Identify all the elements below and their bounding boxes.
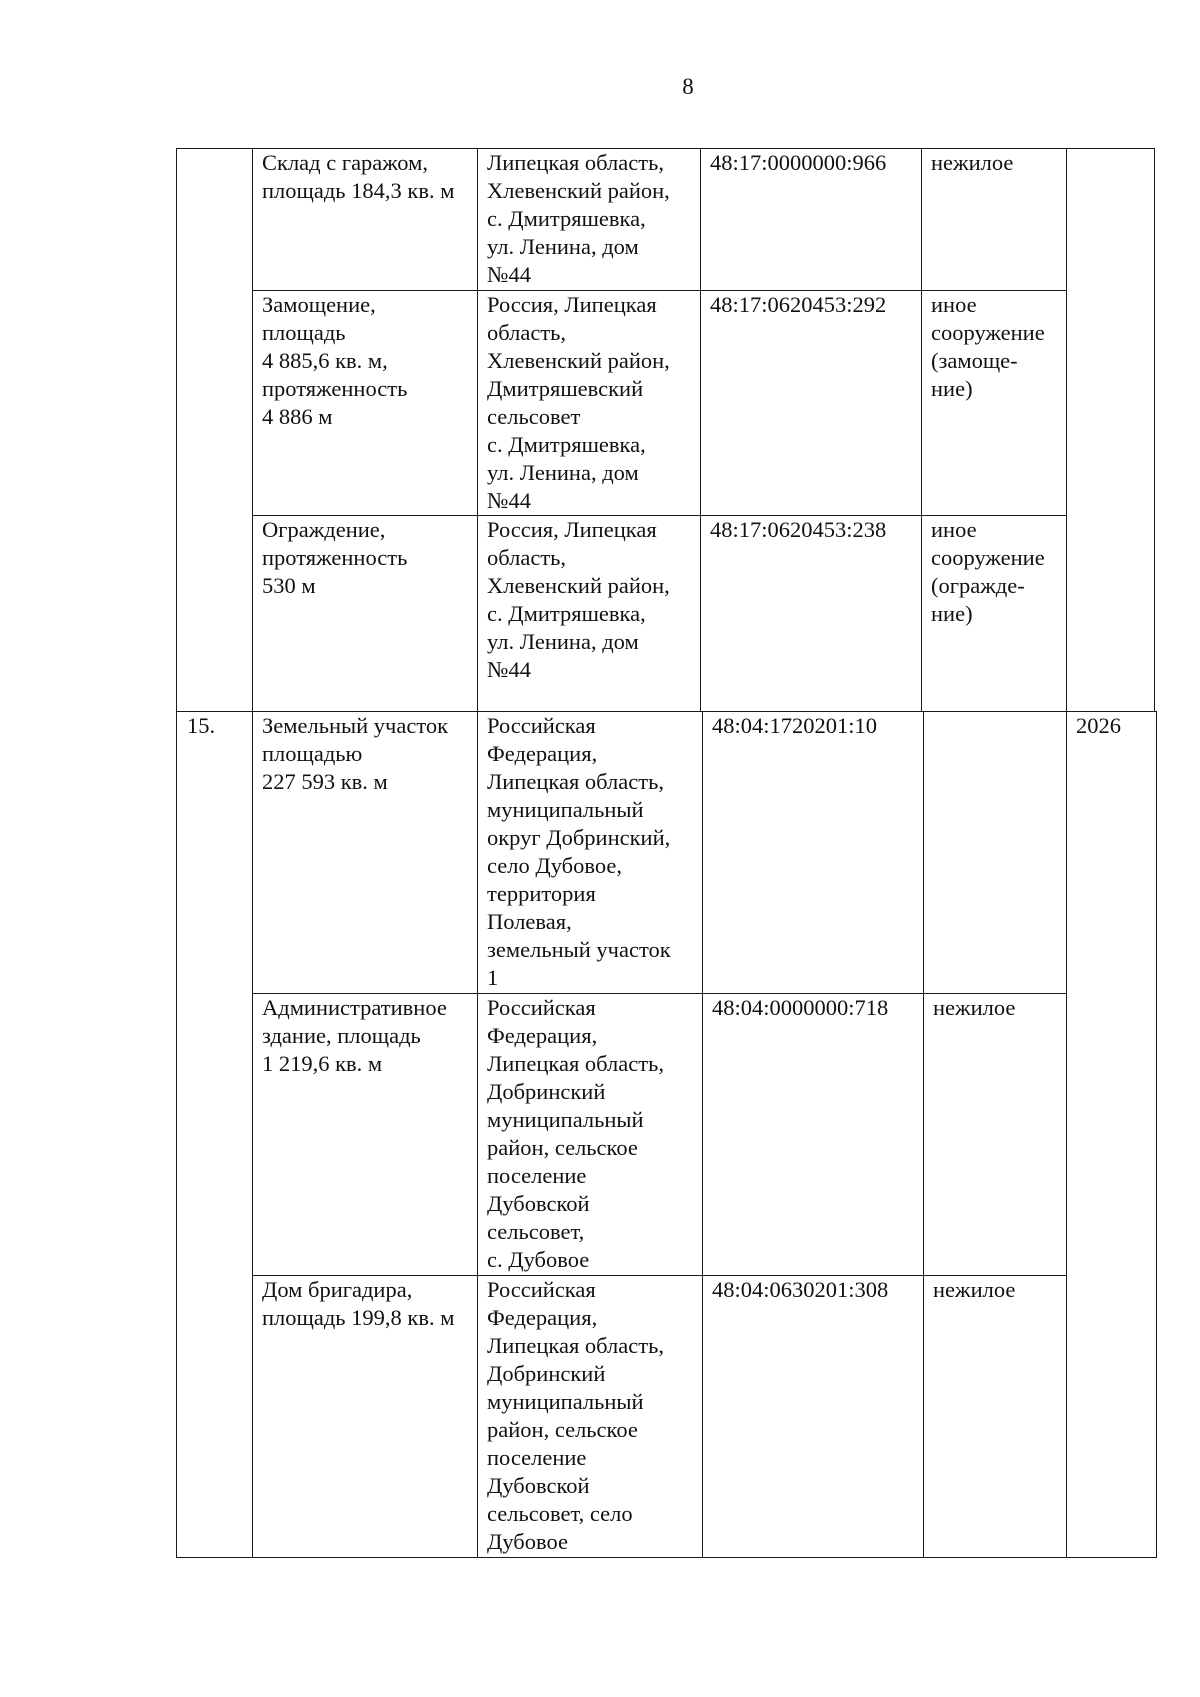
purpose-cell [924, 712, 1067, 994]
property-table-item-15 [176, 711, 1157, 1558]
table-row [177, 291, 1155, 516]
table-row [177, 516, 1155, 712]
table-row [177, 149, 1155, 291]
row-number-cell: 15. [177, 712, 253, 994]
row-number-cell [177, 994, 253, 1276]
cadastral-number-cell: 48:17:0000000:966 [701, 149, 922, 291]
year-cell [1067, 149, 1155, 291]
object-name-cell: Ограждение, протяженность 530 м [253, 516, 478, 712]
row-number-cell [177, 1276, 253, 1558]
address-cell: Россия, Липецкая область, Хлевенский район, с. Дмитряшевка, ул. Ленина, дом №44 [478, 516, 701, 712]
cadastral-number-cell: 48:17:0620453:238 [701, 516, 922, 712]
page-number: 8 [682, 74, 694, 99]
year-cell [1067, 1276, 1157, 1558]
table-row [177, 712, 1157, 994]
object-name-cell: Административное здание, площадь 1 219,6 кв. м [253, 994, 478, 1276]
address-cell: Российская Федерация, Липецкая область, Добринский муниципальный район, сельское поселение Дубовской сельсовет, село Дубовое [478, 1276, 703, 1558]
object-name-cell: Замощение, площадь 4 885,6 кв. м, протяженность 4 886 м [253, 291, 478, 516]
cadastral-number-cell: 48:04:1720201:10 [703, 712, 924, 994]
purpose-cell: нежилое [924, 994, 1067, 1276]
address-cell: Липецкая область, Хлевенский район, с. Дмитряшевка, ул. Ленина, дом №44 [478, 149, 701, 291]
object-name-cell: Дом бригадира, площадь 199,8 кв. м [253, 1276, 478, 1558]
purpose-cell: иное сооружение (огражде- ние) [922, 516, 1067, 712]
year-cell [1067, 291, 1155, 516]
object-name-cell: Склад с гаражом, площадь 184,3 кв. м [253, 149, 478, 291]
row-number-cell [177, 516, 253, 712]
year-cell [1067, 516, 1155, 712]
purpose-cell: нежилое [924, 1276, 1067, 1558]
address-cell: Россия, Липецкая область, Хлевенский район, Дмитряшевский сельсовет с. Дмитряшевка, ул. Ленина, дом №44 [478, 291, 701, 516]
address-cell: Российская Федерация, Липецкая область, Добринский муниципальный район, сельское поселение Дубовской сельсовет, с. Дубовое [478, 994, 703, 1276]
address-cell: Российская Федерация, Липецкая область, муниципальный округ Добринский, село Дубовое, территория Полевая, земельный участок 1 [478, 712, 703, 994]
row-number-cell [177, 149, 253, 291]
purpose-cell: нежилое [922, 149, 1067, 291]
year-cell [1067, 994, 1157, 1276]
object-name-cell: Земельный участок площадью 227 593 кв. м [253, 712, 478, 994]
year-cell: 2026 [1067, 712, 1157, 994]
property-table-continued [176, 148, 1155, 712]
cadastral-number-cell: 48:04:0630201:308 [703, 1276, 924, 1558]
cadastral-number-cell: 48:17:0620453:292 [701, 291, 922, 516]
purpose-cell: иное сооружение (замоще- ние) [922, 291, 1067, 516]
table-row [177, 994, 1157, 1276]
cadastral-number-cell: 48:04:0000000:718 [703, 994, 924, 1276]
row-number-cell [177, 291, 253, 516]
table-row [177, 1276, 1157, 1558]
